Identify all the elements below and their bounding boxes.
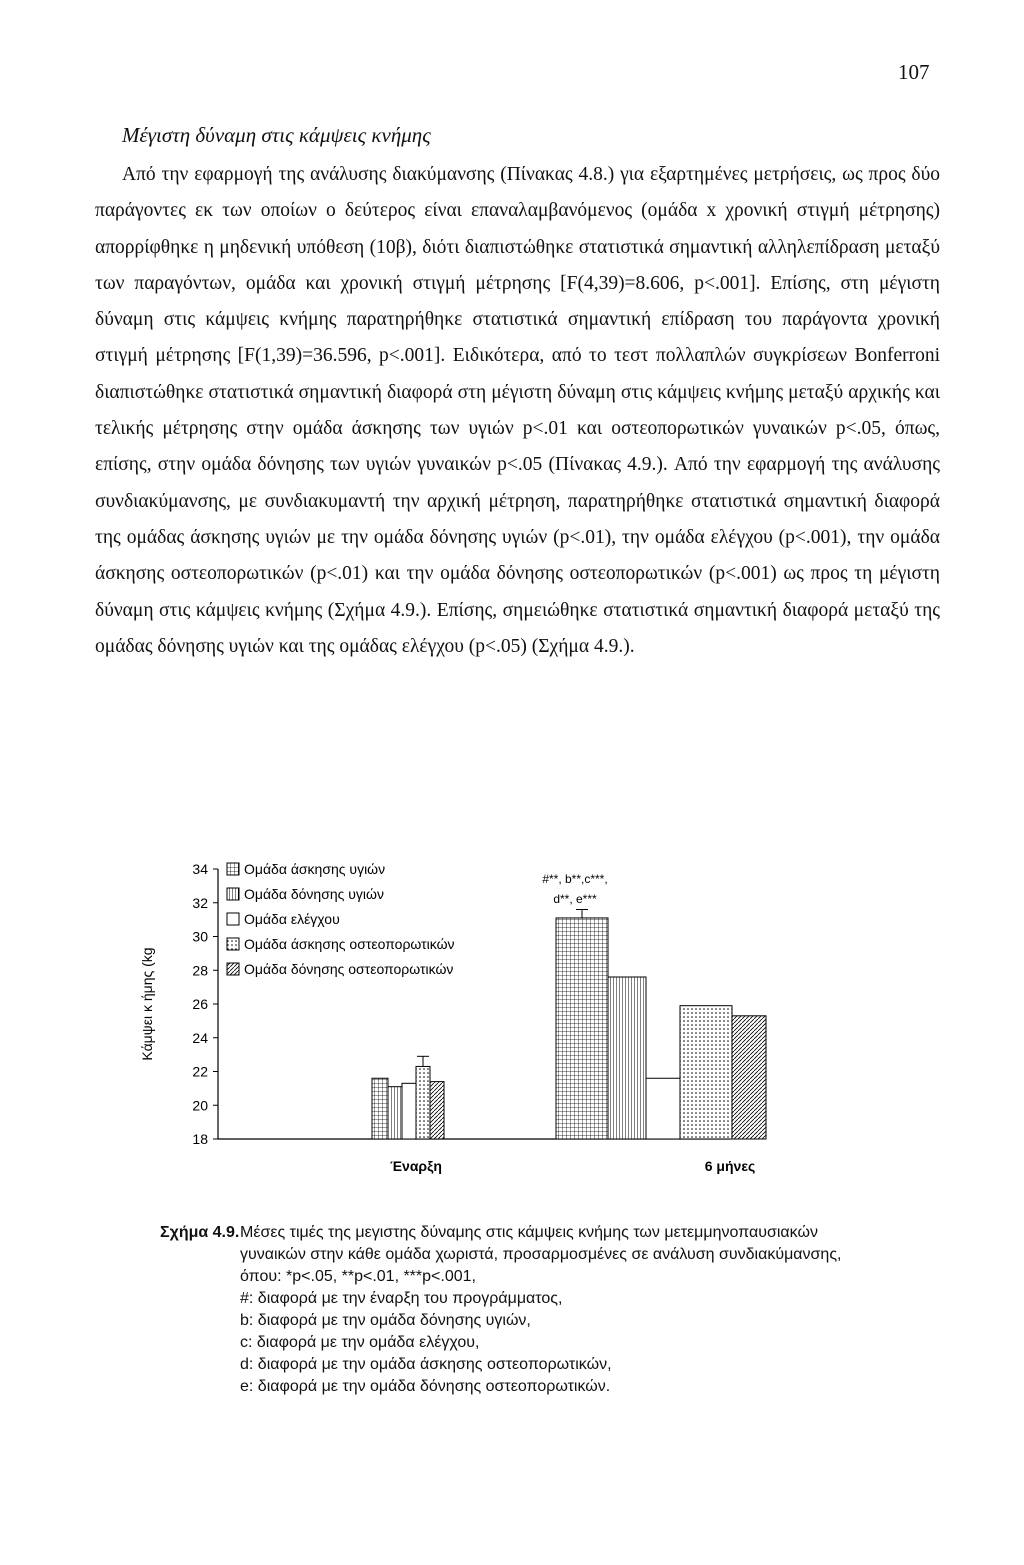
- y-tick-label: 24: [192, 1029, 208, 1046]
- y-tick-label: 18: [192, 1131, 208, 1147]
- legend-swatch: [227, 913, 239, 925]
- bar: [416, 1066, 430, 1139]
- bar: [402, 1083, 416, 1139]
- caption-line: γυναικών στην κάθε ομάδα χωριστά, προσαρμοσμένες σε ανάλυση συνδιακύμανσης,: [240, 1246, 842, 1263]
- legend-entry: Ομάδα άσκησης οστεοπορωτικών: [244, 936, 455, 952]
- bar: [680, 1006, 732, 1139]
- body-paragraph: Από την εφαρμογή της ανάλυσης διακύμανσης (Πίνακας 4.8.) για εξαρτημένες μετρήσεις, ως προς δύο παράγοντες εκ των οποίων ο δεύτερος είναι επαναλαμβανόμενος (ομάδα x χρονική στιγμή μέτρησης) απορρίφθηκε η μηδενική υπόθεση (10β), διότι διαπιστώθηκε στατιστικά σημαντική αλληλεπίδραση μεταξύ των παραγόντων, ομάδα και χρονική στιγμή μέτρησης [F(4,39)=8.606, p<.001]. Επίσης, στη μέγιστη δύναμη στις κάμψεις κνήμης παρατηρήθηκε στατιστικά σημαντική επίδραση του παράγοντα χρονική στιγμή μέτρησης [F(1,39)=36.596, p<.001]. Ειδικότερα, από το τεστ πολλαπλών συγκρίσεων Bonferroni διαπιστώθηκε στατιστικά σημαντική διαφορά στη μέγιστη δύναμη στις κάμψεις κνήμης μεταξύ αρχικής και τελικής μέτρησης στην ομάδα άσκησης των υγιών p<.01 και οστεοπορωτικών γυναικών p<.05, όπως, επίσης, στην ομάδα δόνησης των υγιών γυναικών p<.05 (Πίνακας 4.9.). Από την εφαρμογή της ανάλυσης συνδιακύμανσης, με συνδιακυμαντή την αρχική μέτρηση, παρατηρήθηκε στατιστικά σημαντική διαφορά της ομάδας άσκησης υγιών με την ομάδα δόνησης υγιών (p<.01), την ομάδα ελέγχου (p<.001), την ομάδα άσκησης οστεοπορωτικών (p<.01) και την ομάδα δόνησης οστεοπορωτικών (p<.001) ως προς τη μέγιστη δύναμη στις κάμψεις κνήμης (Σχήμα 4.9.). Επίσης, σημειώθηκε στατιστικά σημαντική διαφορά μεταξύ της ομάδας δόνησης υγιών και της ομάδας ελέγχου (p<.05) (Σχήμα 4.9.).: [95, 164, 940, 657]
- caption-label: Σχήμα 4.9.: [160, 1224, 240, 1241]
- legend-swatch: [227, 888, 239, 900]
- x-category-label: Έναρξη: [390, 1158, 442, 1174]
- caption-line: c: διαφορά με την ομάδα ελέγχου,: [240, 1334, 480, 1351]
- legend-entry: Ομάδα ελέγχου: [244, 911, 340, 927]
- bar: [372, 1078, 388, 1139]
- bar: [388, 1087, 402, 1139]
- page-number: 107: [898, 60, 930, 84]
- caption-line: όπου: *p<.05, **p<.01, ***p<.001,: [240, 1268, 476, 1285]
- caption-line: d: διαφορά με την ομάδα άσκησης οστεοπορωτικών,: [240, 1356, 612, 1373]
- legend-swatch: [227, 963, 239, 975]
- bar: [646, 1078, 680, 1139]
- y-tick-label: 32: [192, 894, 208, 911]
- y-tick-label: 34: [192, 861, 208, 877]
- bar: [732, 1016, 766, 1139]
- bar: [430, 1082, 444, 1139]
- bar: [556, 918, 608, 1139]
- caption-line: e: διαφορά με την ομάδα δόνησης οστεοπορωτικών.: [240, 1378, 611, 1395]
- caption-line: Μέσες τιμές της μεγιστης δύναμης στις κάμψεις κνήμης των μετεμμηνοπαυσιακών: [240, 1224, 818, 1241]
- y-tick-label: 28: [192, 962, 208, 979]
- y-tick-label: 22: [192, 1063, 208, 1080]
- legend-entry: Ομάδα δόνησης υγιών: [244, 886, 384, 902]
- legend-entry: Ομάδα άσκησης υγιών: [244, 861, 386, 877]
- y-tick-label: 30: [192, 928, 208, 945]
- legend-entry: Ομάδα δόνησης οστεοπορωτικών: [244, 961, 454, 977]
- y-tick-label: 26: [192, 996, 208, 1012]
- bar-chart: [130, 855, 830, 1185]
- significance-annotation: d**, e***: [553, 892, 597, 906]
- y-axis-label: Κάμψει κ ήμης (kg: [139, 947, 155, 1061]
- legend-swatch: [227, 863, 239, 875]
- caption-text: [240, 1222, 960, 1398]
- bar: [608, 977, 646, 1139]
- significance-annotation: #**, b**,c***,: [542, 872, 608, 886]
- x-category-label: 6 μήνες: [704, 1158, 756, 1174]
- y-tick-label: 20: [192, 1097, 208, 1114]
- caption-line: b: διαφορά με την ομάδα δόνησης υγιών,: [240, 1312, 531, 1329]
- section-heading: Μέγιστη δύναμη στις κάμψεις κνήμης: [122, 123, 431, 147]
- caption-line: #: διαφορά με την έναρξη του προγράμματος,: [240, 1290, 563, 1307]
- legend-swatch: [227, 938, 239, 950]
